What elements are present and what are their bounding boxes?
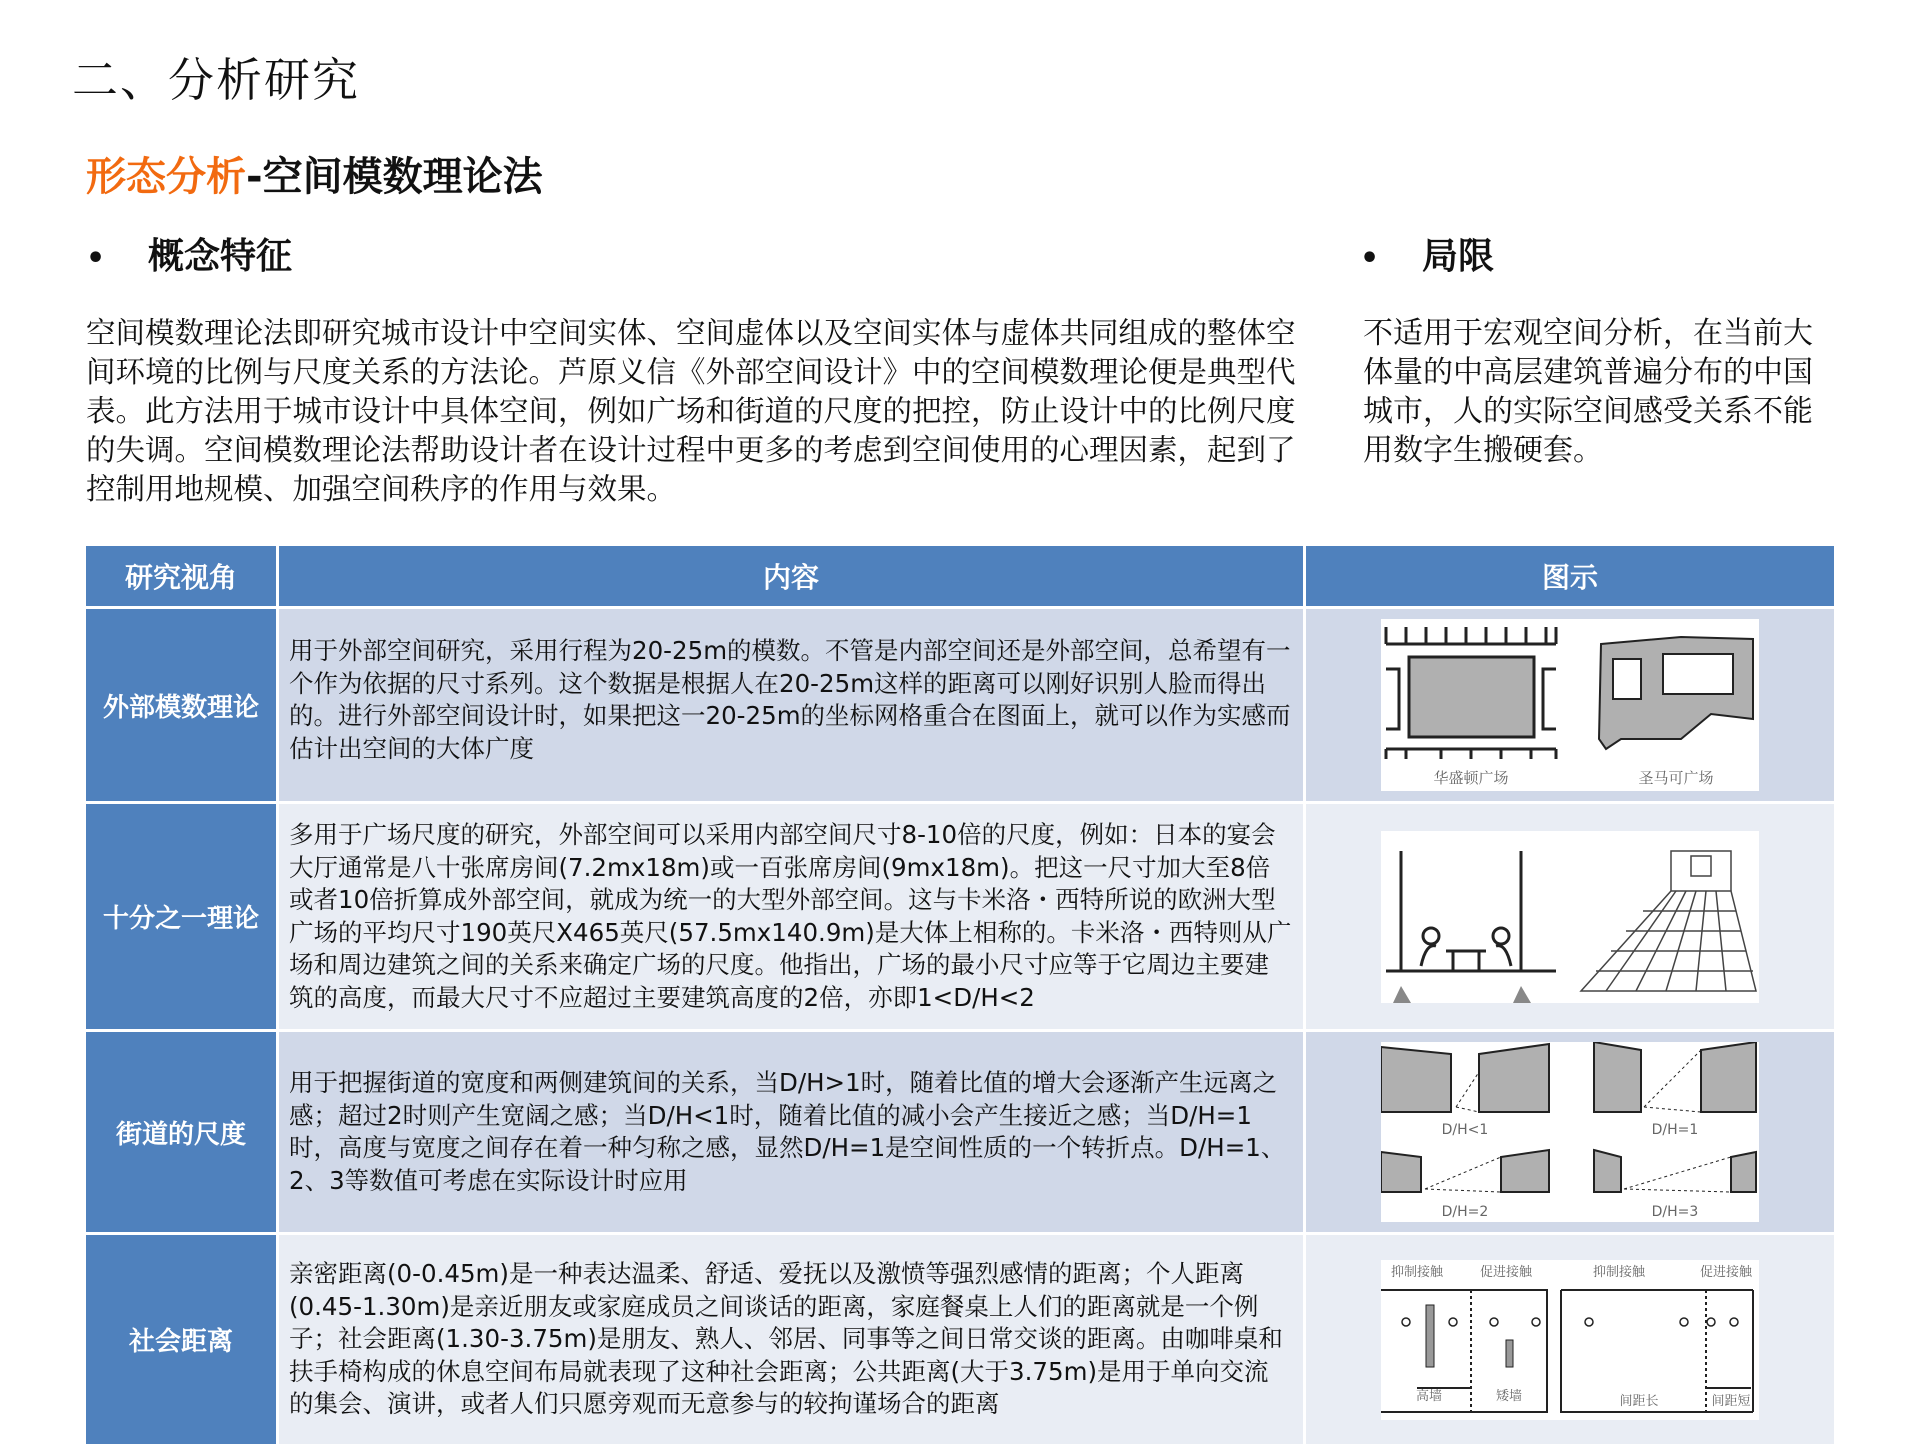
caption-promote-1: 促进接触 <box>1479 1264 1533 1280</box>
row-label: 十分之一理论 <box>86 804 276 1029</box>
row-content: 用于外部空间研究，采用行程为20-25m的模数。不管是内部空间还是外部空间，总希望有一个作为依据的尺寸系列。这个数据是根据人在20-25m这样的距离可以刚好识别人脸而得出的。进行外部空间设计时，如果把这一20-25m的坐标网格重合在图面上，就可以作为实感而估计出空间的大体广度 <box>279 609 1303 801</box>
room-scale-illustration <box>1381 831 1759 1003</box>
caption-short-distance: 间距短 <box>1711 1393 1751 1409</box>
caption-restrict-2: 抑制接触 <box>1592 1264 1646 1280</box>
caption-high-wall: 高墙 <box>1415 1388 1443 1404</box>
concept-heading <box>86 228 292 279</box>
section-title-rest: -空间模数理论法 <box>246 154 543 200</box>
row-label: 街道的尺度 <box>86 1032 276 1232</box>
header-perspective: 研究视角 <box>86 546 276 606</box>
limit-heading-label: 局限 <box>1422 236 1495 277</box>
limit-heading <box>1360 228 1494 279</box>
table-row <box>86 1235 1834 1444</box>
caption-washington: 华盛顿广场 <box>1433 769 1509 787</box>
caption-dh-3: D/H=3 <box>1651 1204 1699 1220</box>
row-illustration <box>1306 1032 1834 1232</box>
table-row <box>86 804 1834 1029</box>
row-illustration <box>1306 609 1834 801</box>
social-distance-illustration <box>1381 1260 1759 1420</box>
bullet-icon: • <box>86 241 106 276</box>
table-header <box>86 546 1834 606</box>
table-row <box>86 1032 1834 1232</box>
header-illustration: 图示 <box>1306 546 1834 606</box>
caption-san-marco: 圣马可广场 <box>1638 769 1714 787</box>
concept-heading-label: 概念特征 <box>148 236 293 277</box>
row-illustration <box>1306 804 1834 1029</box>
table-row <box>86 609 1834 801</box>
row-illustration <box>1306 1235 1834 1444</box>
caption-restrict-1: 抑制接触 <box>1390 1264 1444 1280</box>
caption-long-distance: 间距长 <box>1619 1393 1659 1409</box>
street-dh-illustration <box>1381 1042 1759 1222</box>
row-label: 外部模数理论 <box>86 609 276 801</box>
plaza-plan-illustration <box>1381 619 1759 791</box>
research-table <box>83 543 1837 1447</box>
concept-text: 空间模数理论法即研究城市设计中空间实体、空间虚体以及空间实体与虚体共同组成的整体空间环境的比例与尺度关系的方法论。芦原义信《外部空间设计》中的空间模数理论便是典型代表。此方法用于城市设计中具体空间，例如广场和街道的尺度的把控，防止设计中的比例尺度的失调。空间模数理论法帮助设计者在设计过程中更多的考虑到空间使用的心理因素，起到了控制用地规模、加强空间秩序的作用与效果。 <box>86 316 1296 506</box>
row-content: 多用于广场尺度的研究，外部空间可以采用内部空间尺寸8-10倍的尺度，例如：日本的宴会大厅通常是八十张席房间(7.2mx18m)或一百张席房间(9mx18m)。把这一尺寸加大至8倍或者10倍折算成外部空间，就成为统一的大型外部空间。这与卡米洛・西特所说的欧洲大型广场的平均尺寸190英尺X465英尺(57.5mx140.9m)是大体上相称的。卡米洛・西特则从广场和周边建筑之间的关系来确定广场的尺度。他指出，广场的最小尺寸应等于它周边主要建筑的高度，而最大尺寸不应超过主要建筑高度的2倍，亦即1<D/H<2 <box>279 804 1303 1029</box>
header-content: 内容 <box>279 546 1303 606</box>
caption-low-wall: 矮墙 <box>1495 1388 1523 1404</box>
section-title-highlight: 形态分析 <box>86 154 246 200</box>
caption-promote-2: 促进接触 <box>1699 1264 1753 1280</box>
row-label: 社会距离 <box>86 1235 276 1444</box>
caption-dh-less-1: D/H<1 <box>1441 1122 1489 1138</box>
limit-text: 不适用于宏观空间分析，在当前大体量的中高层建筑普遍分布的中国城市，人的实际空间感受关系不能用数字生搬硬套。 <box>1363 316 1813 468</box>
row-content: 用于把握街道的宽度和两侧建筑间的关系，当D/H>1时，随着比值的增大会逐渐产生远离之感；超过2时则产生宽阔之感；当D/H<1时，随着比值的减小会产生接近之感；当D/H=1时，高度与宽度之间存在着一种匀称之感，显然D/H=1是空间性质的一个转折点。D/H=1、2、3等数值可考虑在实际设计时应用 <box>279 1032 1303 1232</box>
page-title: 二、分析研究 <box>72 53 360 107</box>
row-content: 亲密距离(0-0.45m)是一种表达温柔、舒适、爱抚以及激愤等强烈感情的距离；个人距离(0.45-1.30m)是亲近朋友或家庭成员之间谈话的距离，家庭餐桌上人们的距离就是一个例子；社会距离(1.30-3.75m)是朋友、熟人、邻居、同事等之间日常交谈的距离。由咖啡桌和扶手椅构成的休息空间布局就表现了这种社会距离；公共距离(大于3.75m)是用于单向交流的集会、演讲，或者人们只愿旁观而无意参与的较拘谨场合的距离 <box>279 1235 1303 1444</box>
bullet-icon: • <box>1360 241 1380 276</box>
caption-dh-2: D/H=2 <box>1441 1204 1489 1220</box>
section-title <box>86 145 543 202</box>
caption-dh-1: D/H=1 <box>1651 1122 1699 1138</box>
